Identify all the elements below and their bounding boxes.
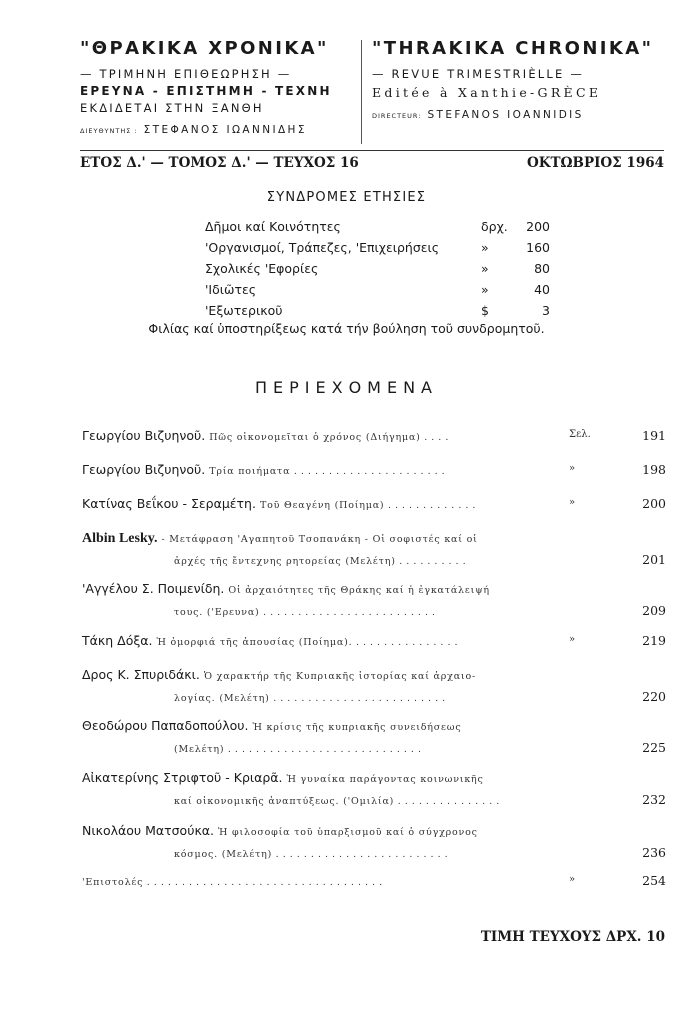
toc-page-number: 254	[642, 873, 666, 888]
toc-ditto-mark: »	[569, 874, 576, 885]
toc-title: Οἱ ἀρχαιότητες τῆς Θράκης καί ἡ ἐγκατάλειψή	[228, 585, 490, 596]
subscription-currency: δρχ.	[481, 219, 508, 234]
subscription-row	[205, 240, 550, 261]
toc-page-label: Σελ.	[569, 429, 591, 440]
toc-entry	[82, 873, 666, 894]
toc-entry	[82, 718, 666, 761]
masthead-rule	[80, 150, 664, 151]
toc-leader-dots: . . . . . . . . . . . . . . . . . . . . . . . . .	[259, 607, 436, 618]
subscription-amount: 160	[526, 240, 550, 255]
toc-title-continued: κόσμος. (Μελέτη)	[174, 849, 273, 860]
subscription-label: Δῆμοι καί Κοινότητες	[205, 219, 341, 234]
director-label-greek: ΔΙΕΥΘΥΝΤΗΣ :	[80, 127, 138, 135]
toc-page-number: 198	[642, 462, 666, 477]
director-name-french: STEFANOS IOANNIDIS	[427, 109, 584, 121]
toc-author: Αἰκατερίνης Στριφτοῦ - Κριαρᾶ.	[82, 770, 283, 785]
toc-author: 'Αγγέλου Σ. Ποιμενίδη.	[82, 581, 225, 596]
masthead	[80, 38, 654, 150]
toc-title-continued: ἀρχές τῆς ἔντεχνης ρητορείας (Μελέτη)	[174, 556, 396, 567]
toc-author: Γεωργίου Βιζυηνοῦ.	[82, 462, 206, 477]
director-label-french: DIRECTEUR:	[372, 112, 422, 120]
toc-title: Τρία ποιήματα	[209, 466, 291, 477]
toc-page-number: 209	[642, 603, 666, 618]
toc-title-continued: τους. ('Ερευνα)	[174, 607, 260, 618]
toc-title: Τοῦ Θεαγένη (Ποίημα)	[259, 500, 385, 511]
issue-line	[80, 155, 664, 171]
toc-page-number: 200	[642, 496, 666, 511]
subscription-row	[205, 219, 550, 240]
subscription-label: Σχολικές 'Εφορίες	[205, 261, 319, 276]
toc-page-number: 219	[642, 633, 666, 648]
subscription-row	[205, 261, 550, 282]
toc-author: Albin Lesky.	[82, 531, 158, 546]
subscriptions-note: Φιλίας καί ὑποστηρίξεως κατά τήν βούληση τοῦ συνδρομητοῦ.	[148, 321, 545, 336]
subscription-label: 'Ιδιῶτες	[205, 282, 257, 297]
toc-title-continued: λογίας. (Μελέτη)	[174, 693, 270, 704]
contents-heading: ΠΕΡΙΕΧΟΜΕΝΑ	[255, 378, 438, 397]
toc-entry	[82, 530, 666, 573]
published-french: Editée à Xanthie-GRÈCE	[372, 85, 602, 100]
director-name-greek: ΣΤΕΦΑΝΟΣ ΙΩΑΝΝΙΔΗΣ	[143, 124, 307, 136]
toc-author: Κατίνας Βεΐκου - Σεραμέτη.	[82, 496, 256, 511]
toc-page-number: 201	[642, 552, 666, 567]
masthead-greek	[80, 38, 350, 138]
toc-leader-dots: . . . .	[420, 432, 449, 443]
director-french	[372, 106, 642, 123]
toc-entry	[82, 496, 666, 517]
toc-title-continued: (Μελέτη)	[174, 744, 225, 755]
subscription-currency: »	[481, 240, 489, 255]
toc-entry	[82, 770, 666, 813]
toc-leader-dots: . . . . . . . . . . . . . . . . . . . . . . . . .	[272, 849, 449, 860]
director-greek	[80, 121, 350, 138]
toc-leader-dots: . . . . . . . . . . . . . . . . . . . . . . . . . . . . . . . . . .	[143, 877, 383, 888]
toc-leader-dots: . . . . . . . . . . . . . . .	[352, 637, 459, 648]
toc-author: Νικολάου Ματσούκα.	[82, 823, 215, 838]
tagline-greek: — ΤΡΙΜΗΝΗ ΕΠΙΘΕΩΡΗΣΗ —	[80, 67, 292, 81]
toc-page-number: 225	[642, 740, 666, 755]
toc-ditto-mark: »	[569, 497, 576, 508]
toc-leader-dots: . . . . . . . . . . . . . . . . . . . . . . . . . . . .	[224, 744, 422, 755]
tagline-french: — REVUE TRIMESTRIÈLLE —	[372, 67, 585, 81]
toc-page-number: 191	[642, 428, 666, 443]
toc-author: Γεωργίου Βιζυηνοῦ.	[82, 428, 206, 443]
subscription-row	[205, 282, 550, 303]
masthead-french	[372, 38, 654, 123]
toc-ditto-mark: »	[569, 463, 576, 474]
toc-page-number: 236	[642, 845, 666, 860]
toc-leader-dots: . . . . . . . . . . . . .	[384, 500, 476, 511]
toc-title: Ἡ γυναίκα παράγοντας κοινωνικῆς	[286, 774, 484, 785]
masthead-divider	[361, 40, 362, 144]
toc-title: Ἡ κρίσις τῆς κυπριακῆς συνειδήσεως	[252, 722, 462, 733]
journal-title-greek: "ΘΡΑΚΙΚΑ ΧΡΟΝΙΚΑ"	[80, 38, 329, 59]
subscription-amount: 40	[534, 282, 550, 297]
subscription-label: 'Εξωτερικοῦ	[205, 303, 283, 318]
toc-title: 'Επιστολές	[82, 877, 144, 888]
subscriptions-heading: ΣΥΝΔΡΟΜΕΣ ΕΤΗΣΙΕΣ	[266, 190, 427, 205]
subscription-currency: »	[481, 282, 489, 297]
subscription-currency: $	[481, 303, 489, 318]
issue-date: ΟΚΤΩΒΡΙΟΣ 1964	[526, 155, 664, 171]
subjects-greek: ΕΡΕΥΝΑ - ΕΠΙΣΤΗΜΗ - ΤΕΧΝΗ	[80, 84, 332, 98]
toc-entry	[82, 581, 666, 624]
toc-entry	[82, 633, 666, 654]
toc-leader-dots: . . . . . . . . . . . . . . . . . . . . . . . . .	[269, 693, 446, 704]
issue-volume: ΕΤΟΣ Δ.' — ΤΟΜΟΣ Δ.' — ΤΕΥΧΟΣ 16	[80, 155, 359, 171]
toc-leader-dots: . . . . . . . . . . . . . . .	[394, 796, 500, 807]
toc-title-continued: καί οἰκονομικῆς ἀναπτύξεως. ('Ομιλία)	[174, 796, 395, 807]
toc-title: Ὁ χαρακτήρ τῆς Κυπριακῆς ἱστορίας καί ἀρχαιο-	[203, 671, 476, 682]
toc-title: Πῶς οἰκονομεῖται ὁ χρόνος (Διήγημα)	[209, 432, 421, 443]
toc-entry	[82, 428, 666, 449]
toc-author: Θεοδώρου Παπαδοπούλου.	[82, 718, 249, 733]
subscription-amount: 80	[534, 261, 550, 276]
toc-ditto-mark: »	[569, 634, 576, 645]
subscription-amount: 3	[542, 303, 550, 318]
toc-entry	[82, 823, 666, 866]
toc-entry	[82, 462, 666, 483]
published-greek: ΕΚΔΙΔΕΤΑΙ ΣΤΗΝ ΞΑΝΘΗ	[80, 101, 264, 115]
issue-price: ΤΙΜΗ ΤΕΥΧΟΥΣ ΔΡΧ. 10	[480, 929, 665, 945]
toc-title: Ἡ ὀμορφιά τῆς ἀπουσίας (Ποίημα).	[156, 637, 353, 648]
subscription-label: 'Οργανισμοί, Τράπεζες, 'Επιχειρήσεις	[205, 240, 440, 255]
journal-title-latin: "THRAKIKA CHRONIKA"	[372, 38, 654, 59]
toc-title: - Μετάφραση 'Αγαπητοῦ Τσοπανάκη - Οἱ σοφιστές καί οἱ	[161, 534, 478, 545]
toc-page-number: 220	[642, 689, 666, 704]
toc-page-number: 232	[642, 792, 666, 807]
toc-title: Ἡ φιλοσοφία τοῦ ὑπαρξισμοῦ καί ὁ σύγχρονος	[218, 827, 478, 838]
toc-author: Τάκη Δόξα.	[82, 633, 153, 648]
toc-leader-dots: . . . . . . . . . . . . . . . . . . . . . .	[290, 466, 446, 477]
toc-entry	[82, 667, 666, 710]
subscription-amount: 200	[526, 219, 550, 234]
toc-author: Δρος Κ. Σπυριδάκι.	[82, 667, 200, 682]
subscription-currency: »	[481, 261, 489, 276]
subscriptions-table	[205, 219, 550, 324]
toc-leader-dots: . . . . . . . . . .	[395, 556, 467, 567]
